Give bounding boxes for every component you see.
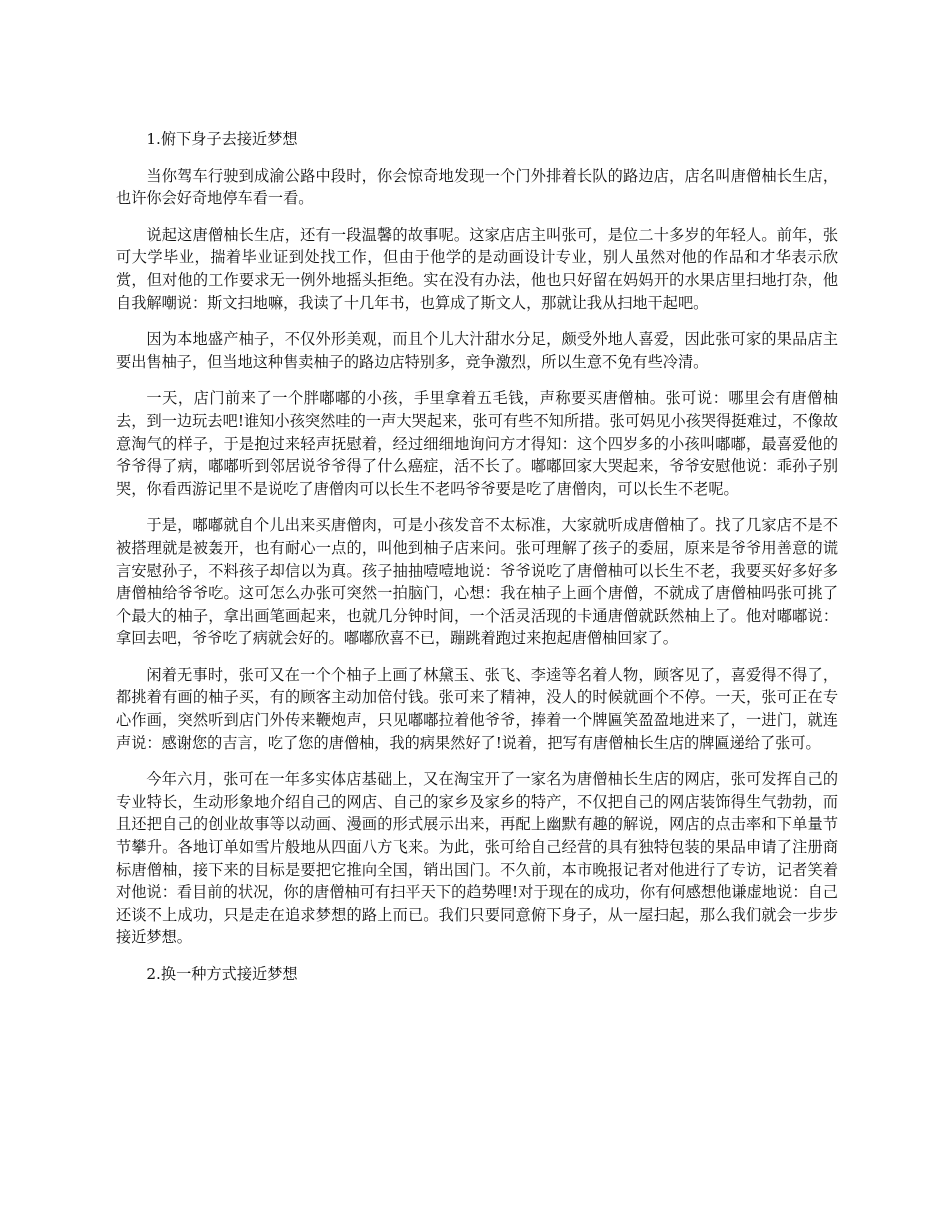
- paragraph-1: 当你驾车行驶到成渝公路中段时，你会惊奇地发现一个门外排着长队的路边店，店名叫唐僧柚长生店，也许你会好奇地停车看一看。: [116, 166, 838, 208]
- section-heading-2: 2.换一种方式接近梦想: [146, 965, 298, 983]
- paragraph-2: 说起这唐僧柚长生店，还有一段温馨的故事呢。这家店店主叫张可，是位二十多岁的年轻人。前年，张可大学毕业，揣着毕业证到处找工作，但由于他学的是动画设计专业，别人虽然对他的作品和才华表示欣赏，但对他的工作要求无一例外地摇头拒绝。实在没有办法，他也只好留在妈妈开的水果店里扫地打杂，他自我解嘲说：斯文扫地嘛，我读了十几年书，也算成了斯文人，那就让我从扫地干起吧。: [116, 225, 838, 312]
- paragraph-3: 因为本地盛产柚子，不仅外形美观，而且个儿大汁甜水分足，颇受外地人喜爱，因此张可家的果品店主要出售柚子，但当地这种售卖柚子的路边店特别多，竞争激烈，所以生意不免有些冷清。: [116, 330, 838, 371]
- document-body: [116, 128, 838, 1000]
- paragraph-6: 闲着无事时，张可又在一个个柚子上画了林黛玉、张飞、李逵等名着人物，顾客见了，喜爱得不得了，都挑着有画的柚子买，有的顾客主动加倍付钱。张可来了精神，没人的时候就画个不停。一天，张可正在专心作画，突然听到店门外传来鞭炮声，只见嘟嘟拉着他爷爷，捧着一个牌匾笑盈盈地进来了，一进门，就连声说：感谢您的吉言，吃了您的唐僧柚，我的病果然好了!说着，把写有唐僧柚长生店的牌匾递给了张可。: [116, 665, 838, 752]
- section-heading-1: 1.俯下身子去接近梦想: [146, 130, 298, 148]
- paragraph-7: 今年六月，张可在一年多实体店基础上，又在淘宝开了一家名为唐僧柚长生店的网店，张可发挥自己的专业特长，生动形象地介绍自己的网店、自己的家乡及家乡的特产，不仅把自己的网店装饰得生气勃勃，而且还把自己的创业故事等以动画、漫画的形式展示出来，再配上幽默有趣的解说，网店的点击率和下单量节节攀升。各地订单如雪片般地从四面八方飞来。为此，张可给自己经营的具有独特包装的果品申请了注册商标唐僧柚，接下来的目标是要把它推向全国，销出国门。不久前，本市晚报记者对他进行了专访，记者笑着对他说：看目前的状况，你的唐僧柚可有扫平天下的趋势哩!对于现在的成功，你有何感想他谦虚地说：自己还谈不上成功，只是走在追求梦想的路上而已。我们只要同意俯下身子，从一屋扫起，那么我们就会一步步接近梦想。: [116, 770, 838, 947]
- paragraph-4: 一天，店门前来了一个胖嘟嘟的小孩，手里拿着五毛钱，声称要买唐僧柚。张可说：哪里会有唐僧柚去，到一边玩去吧!谁知小孩突然哇的一声大哭起来，张可有些不知所措。张可妈见小孩哭得挺难过，不像故意淘气的样子，于是抱过来轻声抚慰着，经过细细地询问方才得知：这个四岁多的小孩叫嘟嘟，最喜爱他的爷爷得了病，嘟嘟听到邻居说爷爷得了什么癌症，活不长了。嘟嘟回家大哭起来，爷爷安慰他说：乖孙子别哭，你看西游记里不是说吃了唐僧肉可以长生不老吗爷爷要是吃了唐僧肉，可以长生不老呢。: [116, 389, 838, 498]
- paragraph-5: 于是，嘟嘟就自个儿出来买唐僧肉，可是小孩发音不太标准，大家就听成唐僧柚了。找了几家店不是不被搭理就是被轰开，也有耐心一点的，叫他到柚子店来问。张可理解了孩子的委屈，原来是爷爷用善意的谎言安慰孙子，不料孩子却信以为真。孩子抽抽噎噎地说：爷爷说吃了唐僧柚可以长生不老，我要买好多好多唐僧柚给爷爷吃。这可怎么办张可突然一拍脑门，心想：我在柚子上画个唐僧，不就成了唐僧柚吗张可挑了个最大的柚子，拿出画笔画起来，也就几分钟时间，一个活灵活现的卡通唐僧就跃然柚上了。他对嘟嘟说：拿回去吧，爷爷吃了病就会好的。嘟嘟欣喜不已，蹦跳着跑过来抱起唐僧柚回家了。: [116, 516, 838, 648]
